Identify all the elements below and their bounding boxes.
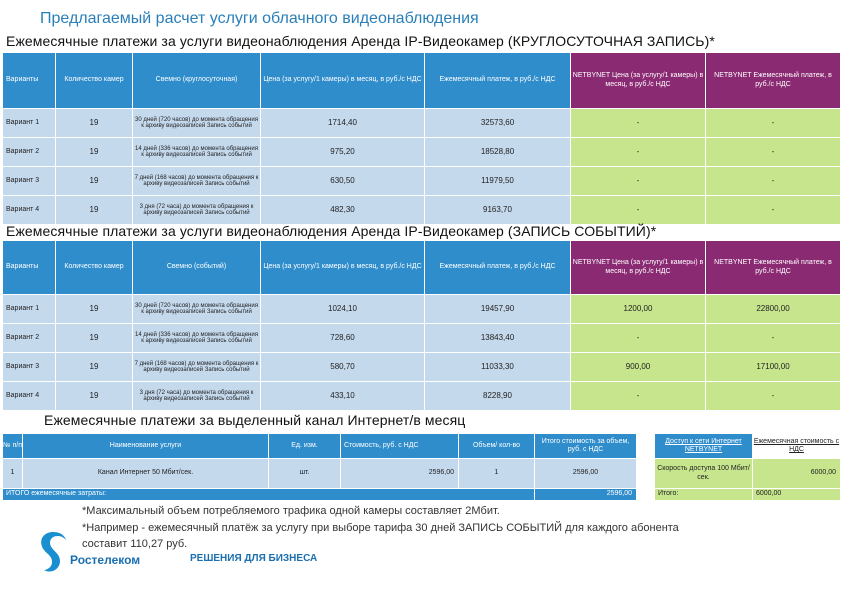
qty-cell: 19 — [56, 138, 133, 167]
brand-slogan: РЕШЕНИЯ ДЛЯ БИЗНЕСА — [190, 553, 318, 564]
table1-header — [3, 53, 841, 109]
nb-monthly-cell: - — [706, 324, 841, 353]
unit-cell: шт. — [269, 459, 341, 489]
nb-total-label: Итого: — [655, 489, 753, 501]
nb-price-cell: 900,00 — [571, 353, 706, 382]
nb-price-cell: - — [571, 196, 706, 225]
col-price: Цена (за услугу/1 камеры) в месяц, в руб./с НДС — [261, 53, 425, 109]
nb-speed-cell: Скорость доступа 100 Мбит/сек. — [655, 459, 753, 489]
price-cell: 975,20 — [261, 138, 425, 167]
total-cell: 2596,00 — [535, 459, 637, 489]
nb-monthly-cell: - — [706, 109, 841, 138]
price-cell: 580,70 — [261, 353, 425, 382]
col-nb-monthly: Ежемесячная стоимость с НДС — [753, 434, 841, 459]
nb-price-cell: - — [571, 324, 706, 353]
variant-cell: Вариант 1 — [3, 295, 56, 324]
col-volume: Свемно (круглосуточная) — [133, 53, 261, 109]
table-row — [3, 382, 841, 411]
table-row — [3, 196, 841, 225]
price-cell: 728,60 — [261, 324, 425, 353]
nb-price-cell: - — [571, 382, 706, 411]
price-cell: 433,10 — [261, 382, 425, 411]
monthly-cell: 13843,40 — [425, 324, 571, 353]
table3-total-row — [3, 489, 841, 501]
col-unit: Ед. изм. — [269, 434, 341, 459]
table-row — [3, 109, 841, 138]
monthly-cell: 11979,50 — [425, 167, 571, 196]
footnote-traffic: *Максимальный объем потребляемого трафика одной камеры составляет 2Мбит. — [82, 505, 500, 517]
col-nb-monthly: NETBYNET Ежемесячный платеж, в руб./с НДС — [706, 53, 841, 109]
col-nb-price: NETBYNET Цена (за услугу/1 камеры) в месяц, в руб./с НДС — [571, 241, 706, 295]
qty-cell: 19 — [56, 167, 133, 196]
nb-cost-cell: 6000,00 — [753, 459, 841, 489]
volume-cell: 30 дней (720 часов) до момента обращения к архиву видеозаписей Запись событий — [133, 295, 261, 324]
nb-monthly-cell: - — [706, 196, 841, 225]
section1-title: Ежемесячные платежи за услуги видеонаблюдения Аренда IP-Видеокамер (КРУГЛОСУТОЧНАЯ ЗАПИСЬ)* — [6, 33, 715, 49]
col-monthly: Ежемесячный платеж, в руб./с НДС — [425, 53, 571, 109]
cost-cell: 2596,00 — [341, 459, 459, 489]
brand-name: Ростелеком — [70, 553, 141, 567]
col-service: Наименование услуги — [23, 434, 269, 459]
price-cell: 1024,10 — [261, 295, 425, 324]
qty-cell: 19 — [56, 353, 133, 382]
variant-cell: Вариант 1 — [3, 109, 56, 138]
monthly-cell: 18528,80 — [425, 138, 571, 167]
qty-cell: 19 — [56, 196, 133, 225]
table-internet-channel — [2, 433, 841, 501]
footnote-example-cont: составит 110,27 руб. — [82, 538, 188, 550]
section3-title: Ежемесячные платежи за выделенный канал Интернет/в месяц — [44, 412, 466, 428]
nb-price-cell: - — [571, 167, 706, 196]
col-qty: Количество камер — [56, 241, 133, 295]
nb-monthly-cell: 17100,00 — [706, 353, 841, 382]
col-monthly: Ежемесячный платеж, в руб./с НДС — [425, 241, 571, 295]
nb-total-value: 6000,00 — [753, 489, 841, 501]
price-cell: 482,30 — [261, 196, 425, 225]
footnotes — [82, 503, 679, 553]
col-cost: Стоимость, руб. с НДС — [341, 434, 459, 459]
section2-title: Ежемесячные платежи за услуги видеонаблюдения Аренда IP-Видеокамер (ЗАПИСЬ СОБЫТИЙ)* — [6, 223, 657, 239]
qty-cell: 19 — [56, 324, 133, 353]
qty-cell: 19 — [56, 382, 133, 411]
volume-cell: 30 дней (720 часов) до момента обращения к архиву видеозаписей Запись событий — [133, 109, 261, 138]
volume-cell: 3 дня (72 часа) до момента обращения к архиву видеозаписей Запись событий — [133, 196, 261, 225]
col-variants: Варианты — [3, 241, 56, 295]
table-events — [2, 240, 841, 411]
price-cell: 630,50 — [261, 167, 425, 196]
col-price: Цена (за услугу/1 камеры) в месяц, в руб./с НДС — [261, 241, 425, 295]
col-nb-monthly: NETBYNET Ежемесячный платеж, в руб./с НДС — [706, 241, 841, 295]
num-cell: 1 — [3, 459, 23, 489]
monthly-cell: 8228,90 — [425, 382, 571, 411]
variant-cell: Вариант 3 — [3, 167, 56, 196]
qty-cell: 19 — [56, 295, 133, 324]
volume-cell: 14 дней (336 часов) до момента обращения к архиву видеозаписей Запись событий — [133, 324, 261, 353]
variant-cell: Вариант 3 — [3, 353, 56, 382]
col-nb-price: NETBYNET Цена (за услугу/1 камеры) в месяц, в руб./с НДС — [571, 53, 706, 109]
nb-monthly-cell: - — [706, 382, 841, 411]
price-cell: 1714,40 — [261, 109, 425, 138]
nb-price-cell: - — [571, 138, 706, 167]
total-value: 2596,00 — [535, 489, 637, 501]
table2-header — [3, 241, 841, 295]
col-variants: Варианты — [3, 53, 56, 109]
service-cell: Канал Интернет 50 Мбит/сек. — [23, 459, 269, 489]
qty-cell: 19 — [56, 109, 133, 138]
nb-monthly-cell: - — [706, 138, 841, 167]
monthly-cell: 32573,60 — [425, 109, 571, 138]
volume-cell: 3 дня (72 часа) до момента обращения к архиву видеозаписей Запись событий — [133, 382, 261, 411]
volume-cell: 7 дней (168 часов) до момента обращения к архиву видеозаписей Запись событий — [133, 167, 261, 196]
nb-price-cell: - — [571, 109, 706, 138]
volume-cell: 1 — [459, 459, 535, 489]
monthly-cell: 11033,30 — [425, 353, 571, 382]
page-title: Предлагаемый расчет услуги облачного видеонаблюдения — [40, 10, 479, 27]
col-total: Итого стоимость за объем, руб. с НДС — [535, 434, 637, 459]
volume-cell: 14 дней (336 часов) до момента обращения к архиву видеозаписей Запись событий — [133, 138, 261, 167]
variant-cell: Вариант 2 — [3, 324, 56, 353]
spacer-cell — [637, 434, 655, 459]
table-row — [3, 295, 841, 324]
variant-cell: Вариант 4 — [3, 382, 56, 411]
nb-monthly-cell: - — [706, 167, 841, 196]
footnote-example: *Например - ежемесячный платёж за услугу при выборе тарифа 30 дней ЗАПИСЬ СОБЫТИЙ для каждого абонента — [82, 521, 679, 534]
col-volume: Свемно (событий) — [133, 241, 261, 295]
col-volume: Объем/ кол-во — [459, 434, 535, 459]
col-nb-access: Доступ к сети Интернет NETBYNET — [655, 434, 753, 459]
monthly-cell: 19457,90 — [425, 295, 571, 324]
col-qty: Количество камер — [56, 53, 133, 109]
volume-cell: 7 дней (168 часов) до момента обращения к архиву видеозаписей Запись событий — [133, 353, 261, 382]
table-row — [3, 138, 841, 167]
variant-cell: Вариант 2 — [3, 138, 56, 167]
variant-cell: Вариант 4 — [3, 196, 56, 225]
table-row — [3, 353, 841, 382]
spacer-cell — [637, 489, 655, 501]
table-row — [3, 459, 841, 489]
table-row — [3, 324, 841, 353]
total-label: ИТОГО ежемесячные затраты: — [3, 489, 535, 501]
table-round-the-clock — [2, 52, 841, 225]
col-num: № п/п — [3, 434, 23, 459]
nb-price-cell: 1200,00 — [571, 295, 706, 324]
table-row — [3, 167, 841, 196]
spacer-cell — [637, 459, 655, 489]
rostelecom-logo-icon — [36, 528, 70, 579]
monthly-cell: 9163,70 — [425, 196, 571, 225]
nb-monthly-cell: 22800,00 — [706, 295, 841, 324]
table3-header — [3, 434, 841, 459]
